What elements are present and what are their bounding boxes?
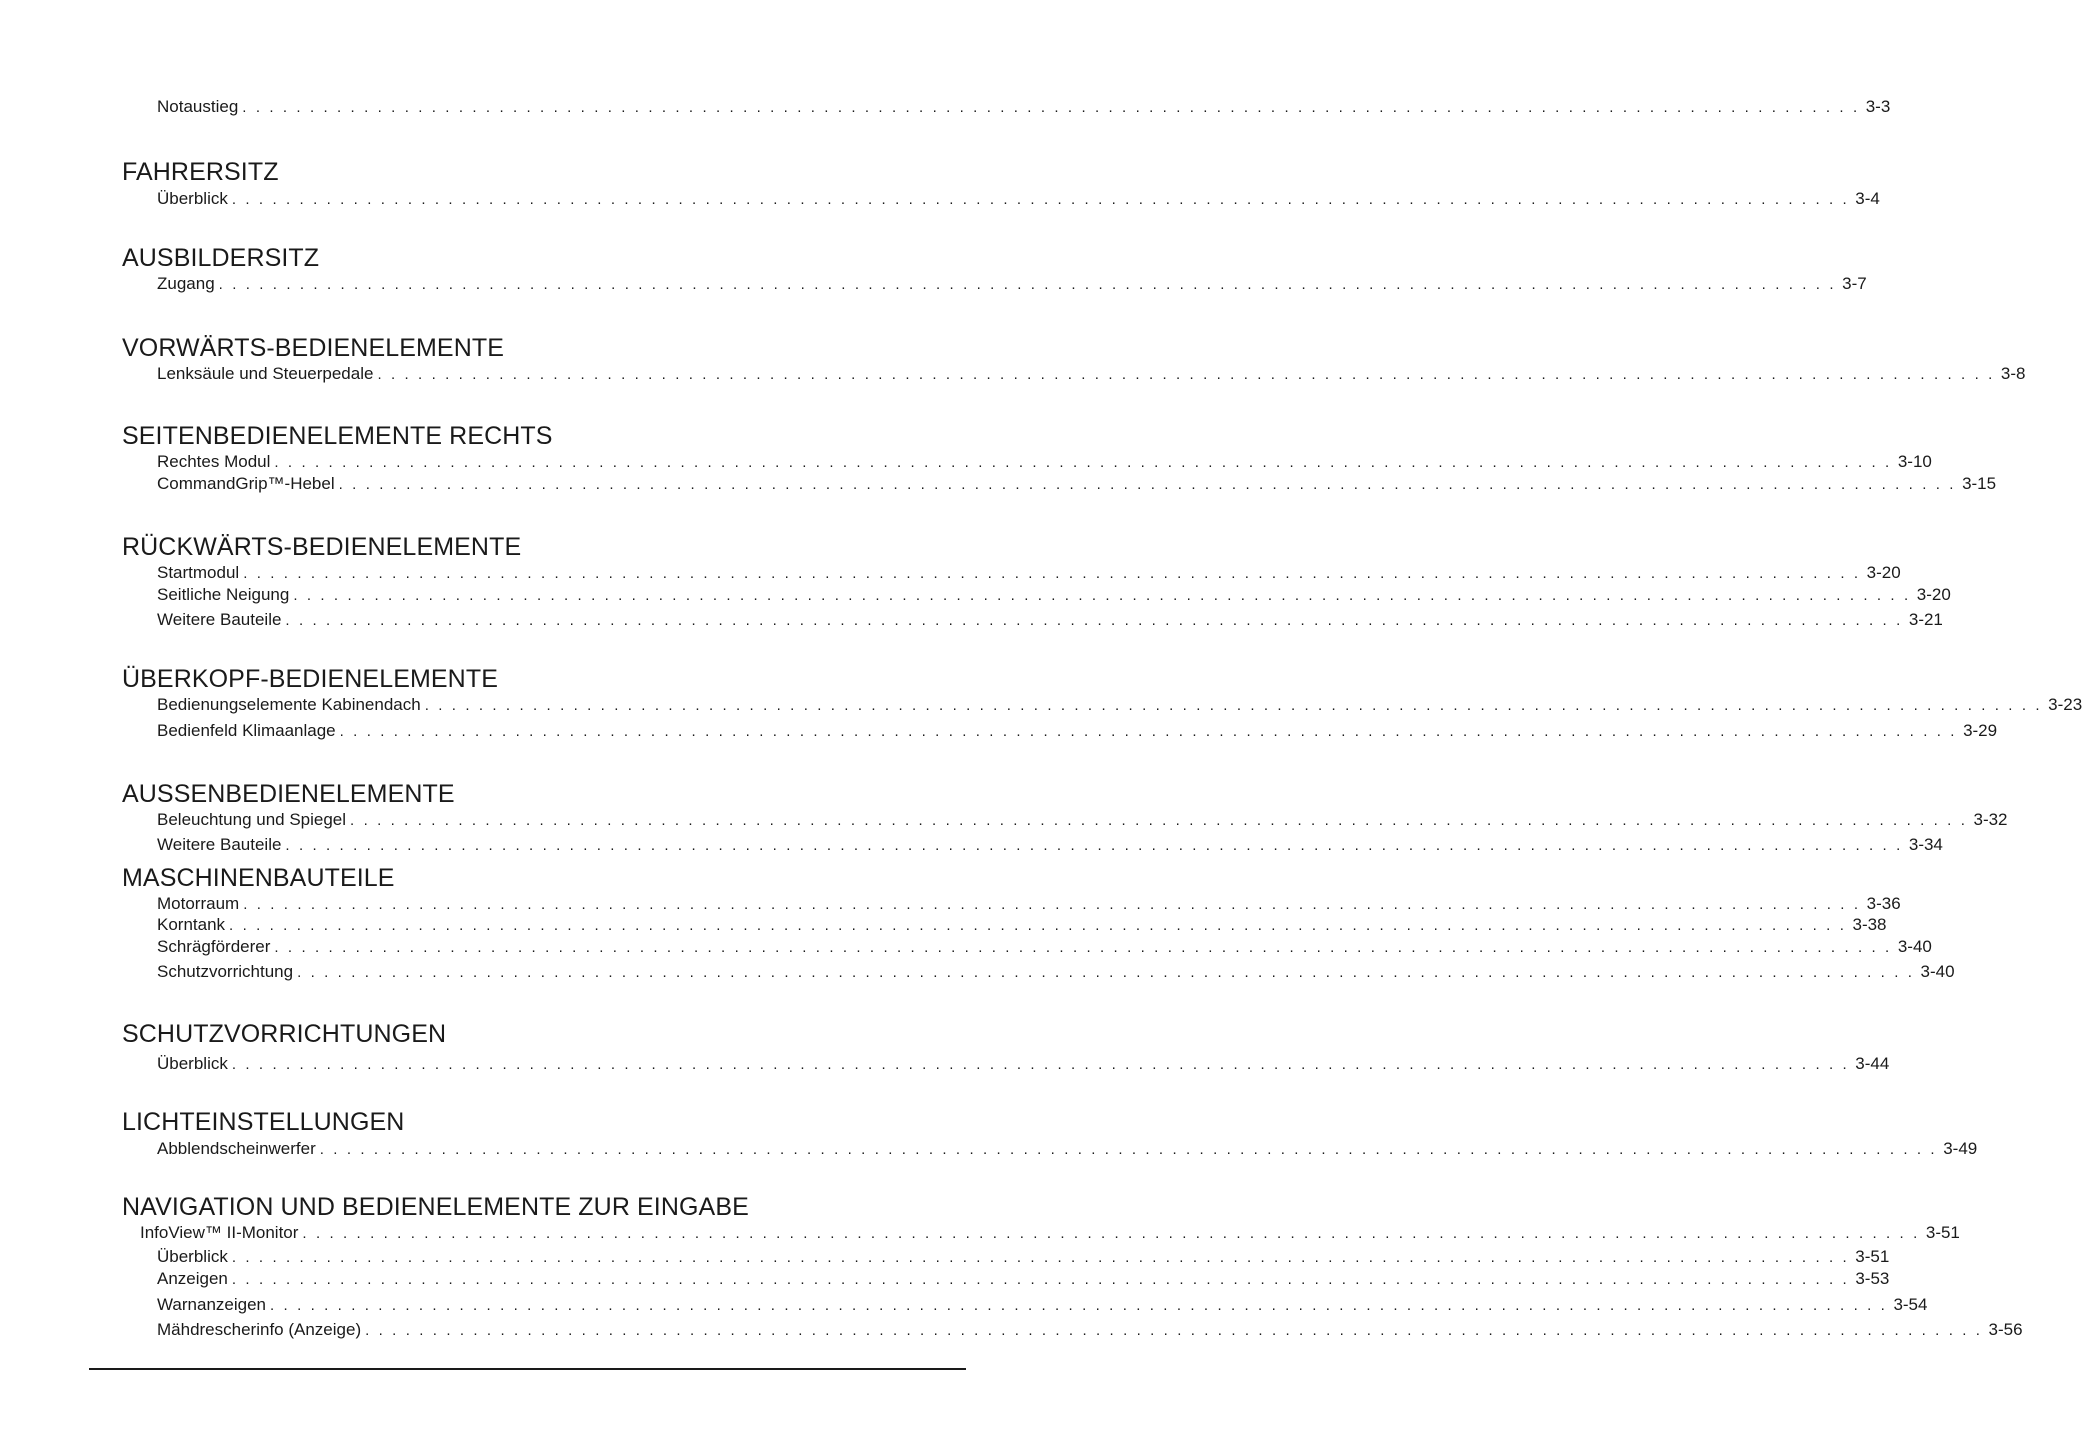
- entry-page-number: 3-40: [1920, 962, 1955, 981]
- entry-page-number: 3-21: [1908, 610, 1943, 629]
- dot-leader: . . . . . . . . . . . . . . . . . . . . . . . . . . . . . . . . . . . . . . . . . . . . . . . . . . . . . . . . . . . . . . . . . . . . . . . . . . . . . . . . . . . . . . . . . . . . . . . . . . . . . . . . . . . . . . . . . . . . . . . .: [231, 1271, 1850, 1288]
- dot-leader: . . . . . . . . . . . . . . . . . . . . . . . . . . . . . . . . . . . . . . . . . . . . . . . . . . . . . . . . . . . . . . . . . . . . . . . . . . . . . . . . . . . . . . . . . . . . . . . . . . . . . . . . . . . . . . . . . . . . . . . .: [302, 1225, 1920, 1242]
- entry-title: Korntank: [157, 915, 226, 934]
- entry-page-number: 3-49: [1943, 1139, 1978, 1158]
- toc-entry[interactable]: [157, 451, 1932, 473]
- toc-entry[interactable]: [157, 893, 1901, 915]
- dot-leader: . . . . . . . . . . . . . . . . . . . . . . . . . . . . . . . . . . . . . . . . . . . . . . . . . . . . . . . . . . . . . . . . . . . . . . . . . . . . . . . . . . . . . . . . . . . . . . . . . . . . . . . . . . . . . . . . . . . . . . . .: [350, 812, 1968, 829]
- entry-page-number: 3-40: [1897, 937, 1932, 956]
- entry-page-number: 3-3: [1865, 97, 1891, 116]
- dot-leader: . . . . . . . . . . . . . . . . . . . . . . . . . . . . . . . . . . . . . . . . . . . . . . . . . . . . . . . . . . . . . . . . . . . . . . . . . . . . . . . . . . . . . . . . . . . . . . . . . . . . . . . . . . . . . . . . . . . . . . . .: [242, 99, 1860, 116]
- section-heading: AUSBILDERSITZ: [122, 244, 320, 272]
- toc-entry[interactable]: [157, 473, 1997, 495]
- toc-entry[interactable]: [140, 1222, 1960, 1244]
- entry-page-number: 3-54: [1893, 1295, 1928, 1314]
- dot-leader: . . . . . . . . . . . . . . . . . . . . . . . . . . . . . . . . . . . . . . . . . . . . . . . . . . . . . . . . . . . . . . . . . . . . . . . . . . . . . . . . . . . . . . . . . . . . . . . . . . . . . . . . . . . . . . . . . . . . . . . .: [231, 191, 1850, 208]
- entry-page-number: 3-34: [1908, 835, 1943, 854]
- section-heading: RÜCKWÄRTS-BEDIENELEMENTE: [122, 533, 522, 561]
- entry-title: Weitere Bauteile: [157, 835, 282, 854]
- entry-page-number: 3-51: [1855, 1247, 1890, 1266]
- section-heading: LICHTEINSTELLUNGEN: [122, 1108, 405, 1136]
- entry-title: Schrägförderer: [157, 937, 271, 956]
- entry-title: Startmodul: [157, 563, 240, 582]
- entry-page-number: 3-20: [1916, 585, 1951, 604]
- section-heading: MASCHINENBAUTEILE: [122, 864, 395, 892]
- toc-entry[interactable]: [157, 1053, 1890, 1075]
- section-heading: ÜBERKOPF-BEDIENELEMENTE: [122, 665, 498, 693]
- dot-leader: . . . . . . . . . . . . . . . . . . . . . . . . . . . . . . . . . . . . . . . . . . . . . . . . . . . . . . . . . . . . . . . . . . . . . . . . . . . . . . . . . . . . . . . . . . . . . . . . . . . . . . . . . . . . . . . . . . . . . . . .: [218, 276, 1837, 293]
- entry-page-number: 3-20: [1866, 563, 1901, 582]
- dot-leader: . . . . . . . . . . . . . . . . . . . . . . . . . . . . . . . . . . . . . . . . . . . . . . . . . . . . . . . . . . . . . . . . . . . . . . . . . . . . . . . . . . . . . . . . . . . . . . . . . . . . . . . . . . . . . . . . . . . . . . . .: [243, 896, 1861, 913]
- entry-title: Schutzvorrichtung: [157, 962, 294, 981]
- entry-title: Bedienungselemente Kabinendach: [157, 695, 421, 714]
- entry-title: Abblendscheinwerfer: [157, 1139, 316, 1158]
- entry-page-number: 3-51: [1925, 1223, 1960, 1242]
- entry-page-number: 3-4: [1855, 189, 1880, 208]
- toc-entry[interactable]: [157, 809, 2008, 831]
- dot-leader: . . . . . . . . . . . . . . . . . . . . . . . . . . . . . . . . . . . . . . . . . . . . . . . . . . . . . . . . . . . . . . . . . . . . . . . . . . . . . . . . . . . . . . . . . . . . . . . . . . . . . . . . . . . . . . . . . . . . . . . .: [229, 917, 1847, 934]
- dot-leader: . . . . . . . . . . . . . . . . . . . . . . . . . . . . . . . . . . . . . . . . . . . . . . . . . . . . . . . . . . . . . . . . . . . . . . . . . . . . . . . . . . . . . . . . . . . . . . . . . . . . . . . . . . . . . . . . . . . . . . . .: [243, 565, 1861, 582]
- dot-leader: . . . . . . . . . . . . . . . . . . . . . . . . . . . . . . . . . . . . . . . . . . . . . . . . . . . . . . . . . . . . . . . . . . . . . . . . . . . . . . . . . . . . . . . . . . . . . . . . . . . . . . . . . . . . . . . . . . . . . . . .: [377, 366, 1995, 383]
- section-heading: SCHUTZVORRICHTUNGEN: [122, 1020, 447, 1048]
- toc-entry[interactable]: [157, 273, 1867, 295]
- toc-entry[interactable]: [157, 961, 1955, 983]
- entry-page-number: 3-15: [1962, 474, 1997, 493]
- dot-leader: . . . . . . . . . . . . . . . . . . . . . . . . . . . . . . . . . . . . . . . . . . . . . . . . . . . . . . . . . . . . . . . . . . . . . . . . . . . . . . . . . . . . . . . . . . . . . . . . . . . . . . . . . . . . . . . . . . . . . . . .: [293, 587, 1911, 604]
- entry-title: Überblick: [157, 1054, 228, 1073]
- dot-leader: . . . . . . . . . . . . . . . . . . . . . . . . . . . . . . . . . . . . . . . . . . . . . . . . . . . . . . . . . . . . . . . . . . . . . . . . . . . . . . . . . . . . . . . . . . . . . . . . . . . . . . . . . . . . . . . . . . . . . . . .: [365, 1322, 1983, 1339]
- toc-entry[interactable]: [157, 96, 1891, 118]
- section-heading: SEITENBEDIENELEMENTE RECHTS: [122, 422, 553, 450]
- dot-leader: . . . . . . . . . . . . . . . . . . . . . . . . . . . . . . . . . . . . . . . . . . . . . . . . . . . . . . . . . . . . . . . . . . . . . . . . . . . . . . . . . . . . . . . . . . . . . . . . . . . . . . . . . . . . . . . . . . . . . . . .: [274, 454, 1892, 471]
- entry-title: Notaustieg: [157, 97, 239, 116]
- entry-page-number: 3-38: [1852, 915, 1887, 934]
- entry-title: Rechtes Modul: [157, 452, 271, 471]
- entry-title: Seitliche Neigung: [157, 585, 290, 604]
- entry-page-number: 3-23: [2048, 695, 2082, 714]
- toc-entry[interactable]: [157, 1268, 1890, 1290]
- entry-page-number: 3-8: [2000, 364, 2026, 383]
- entry-title: CommandGrip™-Hebel: [157, 474, 335, 493]
- dot-leader: . . . . . . . . . . . . . . . . . . . . . . . . . . . . . . . . . . . . . . . . . . . . . . . . . . . . . . . . . . . . . . . . . . . . . . . . . . . . . . . . . . . . . . . . . . . . . . . . . . . . . . . . . . . . . . . . . . . . . . . .: [231, 1056, 1850, 1073]
- dot-leader: . . . . . . . . . . . . . . . . . . . . . . . . . . . . . . . . . . . . . . . . . . . . . . . . . . . . . . . . . . . . . . . . . . . . . . . . . . . . . . . . . . . . . . . . . . . . . . . . . . . . . . . . . . . . . . . . . . . . . . . .: [297, 964, 1915, 981]
- section-heading: FAHRERSITZ: [122, 158, 279, 186]
- toc-entry[interactable]: [157, 834, 1943, 856]
- entry-page-number: 3-53: [1855, 1269, 1890, 1288]
- toc-entry[interactable]: [157, 1246, 1890, 1268]
- entry-title: Überblick: [157, 1247, 228, 1266]
- entry-title: Anzeigen: [157, 1269, 228, 1288]
- toc-entry[interactable]: [157, 363, 2026, 385]
- dot-leader: . . . . . . . . . . . . . . . . . . . . . . . . . . . . . . . . . . . . . . . . . . . . . . . . . . . . . . . . . . . . . . . . . . . . . . . . . . . . . . . . . . . . . . . . . . . . . . . . . . . . . . . . . . . . . . . . . . . . . . . .: [424, 697, 2043, 714]
- entry-title: InfoView™ II-Monitor: [140, 1223, 299, 1242]
- section-heading: NAVIGATION UND BEDIENELEMENTE ZUR EINGABE: [122, 1193, 749, 1221]
- entry-title: Überblick: [157, 189, 228, 208]
- toc-entry[interactable]: [157, 936, 1932, 958]
- entry-page-number: 3-44: [1855, 1054, 1890, 1073]
- toc-entry[interactable]: [157, 914, 1887, 936]
- dot-leader: . . . . . . . . . . . . . . . . . . . . . . . . . . . . . . . . . . . . . . . . . . . . . . . . . . . . . . . . . . . . . . . . . . . . . . . . . . . . . . . . . . . . . . . . . . . . . . . . . . . . . . . . . . . . . . . . . . . . . . . .: [285, 612, 1903, 629]
- entry-title: Bedienfeld Klimaanlage: [157, 721, 336, 740]
- toc-entry[interactable]: [157, 720, 1998, 742]
- dot-leader: . . . . . . . . . . . . . . . . . . . . . . . . . . . . . . . . . . . . . . . . . . . . . . . . . . . . . . . . . . . . . . . . . . . . . . . . . . . . . . . . . . . . . . . . . . . . . . . . . . . . . . . . . . . . . . . . . . . . . . . .: [285, 837, 1903, 854]
- entry-title: Beleuchtung und Spiegel: [157, 810, 347, 829]
- bottom-rule: [89, 1368, 966, 1370]
- dot-leader: . . . . . . . . . . . . . . . . . . . . . . . . . . . . . . . . . . . . . . . . . . . . . . . . . . . . . . . . . . . . . . . . . . . . . . . . . . . . . . . . . . . . . . . . . . . . . . . . . . . . . . . . . . . . . . . . . . . . . . . .: [231, 1249, 1850, 1266]
- entry-title: Warnanzeigen: [157, 1295, 266, 1314]
- dot-leader: . . . . . . . . . . . . . . . . . . . . . . . . . . . . . . . . . . . . . . . . . . . . . . . . . . . . . . . . . . . . . . . . . . . . . . . . . . . . . . . . . . . . . . . . . . . . . . . . . . . . . . . . . . . . . . . . . . . . . . . .: [338, 476, 1957, 493]
- entry-page-number: 3-32: [1973, 810, 2008, 829]
- section-heading: AUSSENBEDIENELEMENTE: [122, 780, 455, 808]
- toc-entry[interactable]: [157, 1319, 2023, 1341]
- dot-leader: . . . . . . . . . . . . . . . . . . . . . . . . . . . . . . . . . . . . . . . . . . . . . . . . . . . . . . . . . . . . . . . . . . . . . . . . . . . . . . . . . . . . . . . . . . . . . . . . . . . . . . . . . . . . . . . . . . . . . . . .: [270, 1297, 1888, 1314]
- entry-page-number: 3-7: [1842, 274, 1867, 293]
- dot-leader: . . . . . . . . . . . . . . . . . . . . . . . . . . . . . . . . . . . . . . . . . . . . . . . . . . . . . . . . . . . . . . . . . . . . . . . . . . . . . . . . . . . . . . . . . . . . . . . . . . . . . . . . . . . . . . . . . . . . . . . .: [339, 723, 1958, 740]
- entry-page-number: 3-36: [1866, 894, 1901, 913]
- toc-entry[interactable]: [157, 694, 2082, 716]
- entry-title: Zugang: [157, 274, 215, 293]
- entry-title: Weitere Bauteile: [157, 610, 282, 629]
- dot-leader: . . . . . . . . . . . . . . . . . . . . . . . . . . . . . . . . . . . . . . . . . . . . . . . . . . . . . . . . . . . . . . . . . . . . . . . . . . . . . . . . . . . . . . . . . . . . . . . . . . . . . . . . . . . . . . . . . . . . . . . .: [274, 939, 1892, 956]
- toc-entry[interactable]: [157, 1138, 1978, 1160]
- toc-entry[interactable]: [157, 584, 1951, 606]
- toc-entry[interactable]: [157, 609, 1943, 631]
- dot-leader: . . . . . . . . . . . . . . . . . . . . . . . . . . . . . . . . . . . . . . . . . . . . . . . . . . . . . . . . . . . . . . . . . . . . . . . . . . . . . . . . . . . . . . . . . . . . . . . . . . . . . . . . . . . . . . . . . . . . . . . .: [319, 1141, 1938, 1158]
- entry-title: Mähdrescherinfo (Anzeige): [157, 1320, 362, 1339]
- toc-entry[interactable]: [157, 1294, 1928, 1316]
- entry-title: Lenksäule und Steuerpedale: [157, 364, 374, 383]
- entry-page-number: 3-56: [1988, 1320, 2023, 1339]
- entry-page-number: 3-29: [1963, 721, 1998, 740]
- entry-title: Motorraum: [157, 894, 240, 913]
- section-heading: VORWÄRTS-BEDIENELEMENTE: [122, 334, 504, 362]
- toc-entry[interactable]: [157, 188, 1880, 210]
- toc-entry[interactable]: [157, 562, 1901, 584]
- entry-page-number: 3-10: [1897, 452, 1932, 471]
